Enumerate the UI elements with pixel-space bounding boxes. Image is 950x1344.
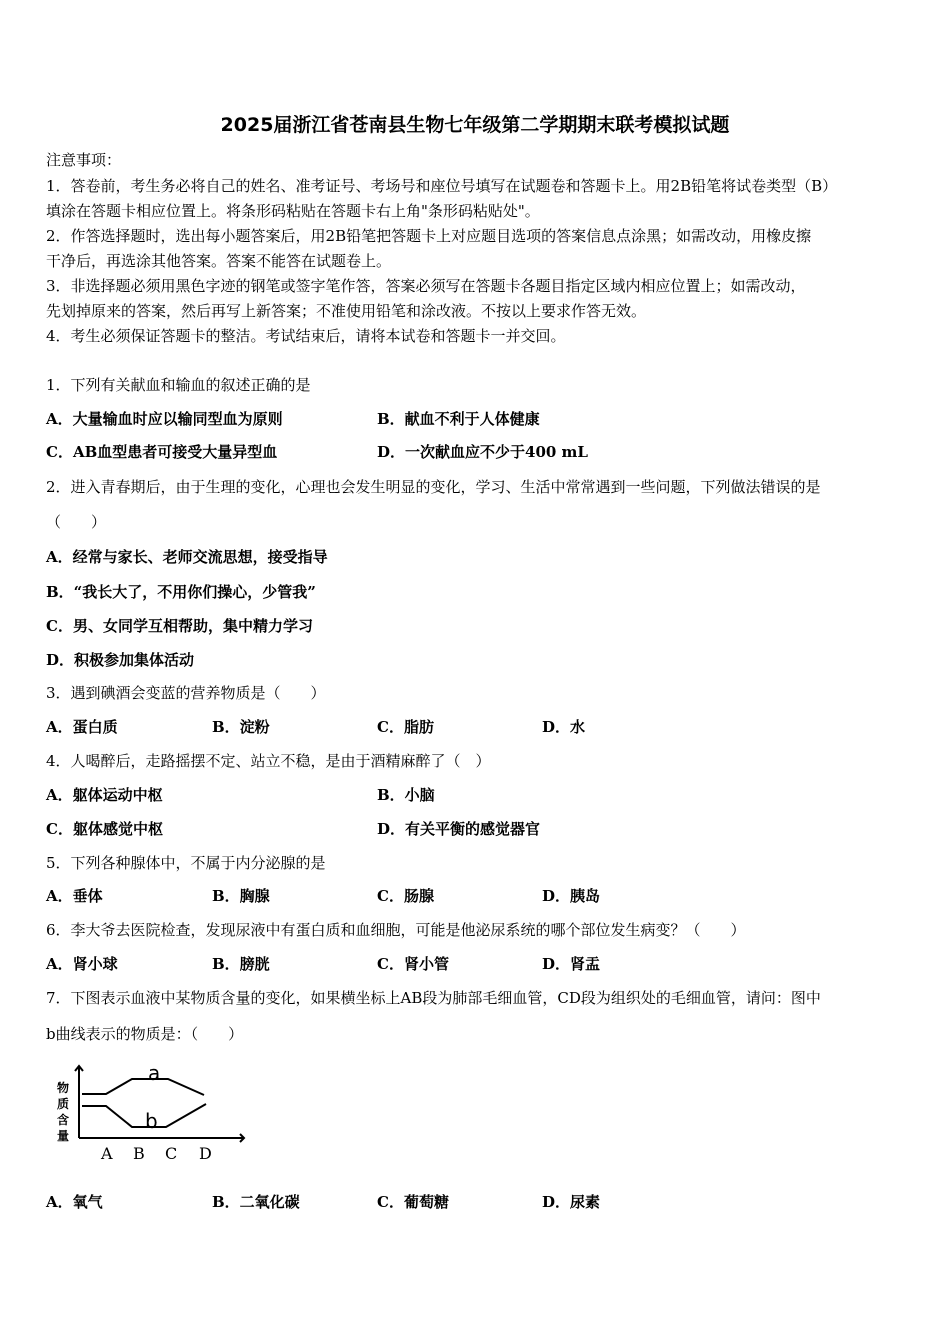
option: C．肠腺	[377, 887, 434, 905]
page-title: 2025届浙江省苍南县生物七年级第二学期期末联考模拟试题	[220, 114, 730, 136]
option: B．淀粉	[212, 718, 270, 736]
x-tick-C: C	[165, 1144, 178, 1163]
notice-line: 干净后，再选涂其他答案。答案不能答在试题卷上。	[46, 252, 392, 270]
question-stem: 3．遇到碘酒会变蓝的营养物质是（ ）	[46, 684, 326, 702]
notice-line: 3．非选择题必须用黑色字迹的钢笔或签字笔作答，答案必须写在答题卡各题目指定区域内相应位置上；如需改动，	[46, 277, 806, 295]
question-stem-cont: （ ）	[46, 513, 107, 531]
notice-line: 1．答卷前，考生务必将自己的姓名、准考证号、考场号和座位号填写在试题卷和答题卡上。用2B铅笔将试卷类型（B）	[46, 177, 838, 195]
notice-line: 填涂在答题卡相应位置上。将条形码粘贴在答题卡右上角"条形码粘贴处"。	[46, 202, 540, 220]
y-label-char: 量	[57, 1129, 70, 1143]
blood-substance-figure	[44, 1058, 254, 1170]
option: A．肾小球	[46, 955, 118, 973]
x-tick-D: D	[199, 1144, 212, 1163]
option: D．一次献血应不少于400 mL	[377, 443, 588, 461]
option: A．蛋白质	[46, 718, 118, 736]
x-tick-B: B	[133, 1144, 145, 1163]
option: B．二氧化碳	[212, 1193, 300, 1211]
option: D．肾盂	[542, 955, 601, 973]
curve-b	[82, 1104, 206, 1127]
y-label-char: 物	[57, 1081, 70, 1095]
curve-a	[82, 1079, 204, 1095]
option: C．男、女同学互相帮助，集中精力学习	[46, 617, 313, 635]
option: A．氧气	[46, 1193, 103, 1211]
option: C．AB血型患者可接受大量异型血	[46, 443, 278, 461]
option: C．葡萄糖	[377, 1193, 449, 1211]
option: A．经常与家长、老师交流思想，接受指导	[46, 548, 328, 566]
option: D．积极参加集体活动	[46, 651, 195, 669]
question-stem: 1．下列有关献血和输血的叙述正确的是	[46, 376, 311, 394]
question-stem: 4．人喝醉后，走路摇摆不定、站立不稳，是由于酒精麻醉了（ ）	[46, 752, 491, 770]
option: D．尿素	[542, 1193, 601, 1211]
option: D．有关平衡的感觉器官	[377, 820, 541, 838]
question-stem: 5．下列各种腺体中，不属于内分泌腺的是	[46, 854, 326, 872]
option: B．胸腺	[212, 887, 270, 905]
option: B．献血不利于人体健康	[377, 410, 540, 428]
question-stem: 2．进入青春期后，由于生理的变化，心理也会发生明显的变化，学习、生活中常常遇到一些问题，下列做法错误的是	[46, 478, 821, 496]
question-stem: 6．李大爷去医院检查，发现尿液中有蛋白质和血细胞，可能是他泌尿系统的哪个部位发生病变？（ ）	[46, 921, 746, 939]
notice-line: 4．考生必须保证答题卡的整洁。考试结束后，请将本试卷和答题卡一并交回。	[46, 327, 566, 345]
x-tick-A: A	[101, 1144, 113, 1163]
option: D．胰岛	[542, 887, 601, 905]
y-label-char: 含	[57, 1113, 70, 1127]
notice-line: 2．作答选择题时，选出每小题答案后，用2B铅笔把答题卡上对应题目选项的答案信息点涂黑；如需改动，用橡皮擦	[46, 227, 812, 245]
curve-a-label: a	[148, 1061, 161, 1085]
option: A．垂体	[46, 887, 103, 905]
option: C．脂肪	[377, 718, 434, 736]
question-stem-cont: b曲线表示的物质是：（ ）	[46, 1025, 244, 1043]
y-label-char: 质	[57, 1097, 70, 1111]
option: A．大量输血时应以输同型血为原则	[46, 410, 283, 428]
option: C．肾小管	[377, 955, 449, 973]
option: C．躯体感觉中枢	[46, 820, 163, 838]
question-stem: 7．下图表示血液中某物质含量的变化，如果横坐标上AB段为肺部毛细血管，CD段为组织处的毛细血管，请问：图中	[46, 989, 821, 1007]
notice-heading: 注意事项：	[46, 151, 122, 169]
option: B．“我长大了，不用你们操心，少管我”	[46, 583, 316, 601]
option: B．小脑	[377, 786, 435, 804]
curve-b-label: b	[145, 1109, 158, 1133]
option: B．膀胱	[212, 955, 270, 973]
notice-line: 先划掉原来的答案，然后再写上新答案；不准使用铅笔和涂改液。不按以上要求作答无效。	[46, 302, 647, 320]
option: A．躯体运动中枢	[46, 786, 163, 804]
option: D．水	[542, 718, 586, 736]
